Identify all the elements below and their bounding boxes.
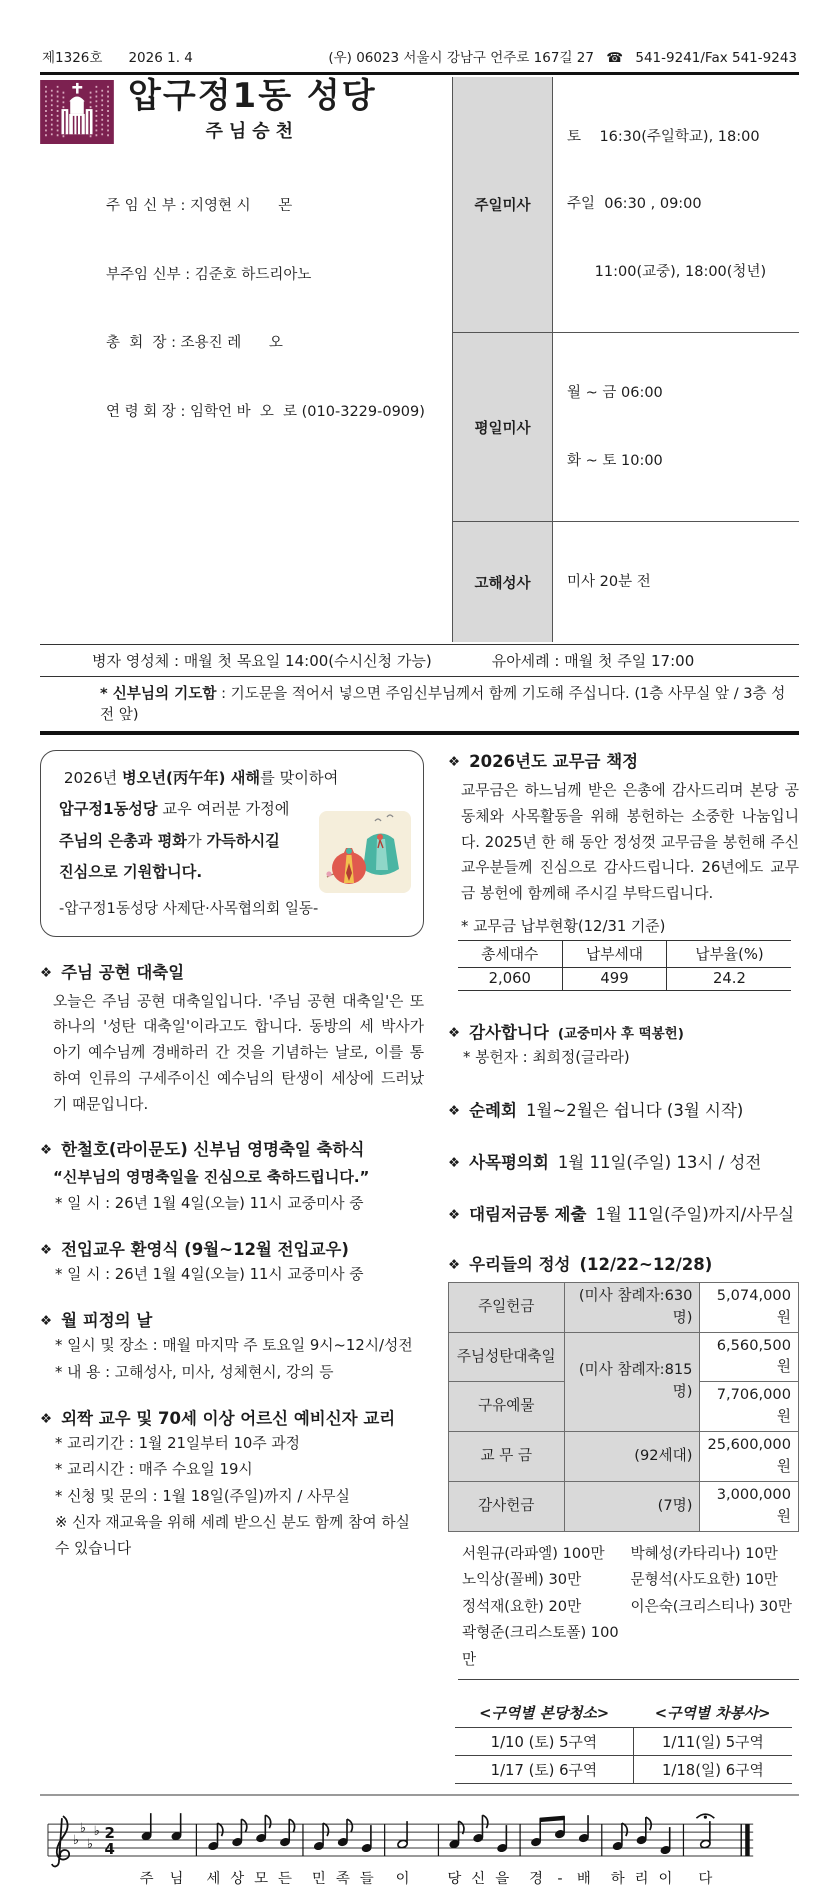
section-title-text: 한철호(라이문도) 신부님 영명축일 축하식: [61, 1140, 365, 1160]
table-cell: (7명): [564, 1481, 700, 1531]
issue-info: [42, 46, 219, 66]
lyric-syllable: 족: [335, 1871, 350, 1888]
mass-label-cell: 주일미사: [453, 77, 553, 333]
section-body: 교무금은 하느님께 받은 은총에 감사드리며 본당 공동체와 사목활동을 위해 봉헌하는 소중한 나눔입니다. 2025년 한 해 동안 정성껏 교무금을 봉헌해 주신 교우분들께 진심으로 감사드립니다. 26년에도 교무금 봉헌에 함께해 주시길 부탁드립니다.: [461, 782, 799, 903]
lyric-syllable: 을: [495, 1871, 510, 1888]
donor-column: [462, 1541, 631, 1674]
key-signature-flats: [73, 1822, 100, 1853]
lyric-syllable: 당: [447, 1871, 462, 1888]
section-title-text: 대림저금통 제출: [469, 1204, 587, 1224]
table-row: [449, 1282, 799, 1332]
mass-time-line: 주일 06:30 , 09:00: [567, 196, 702, 213]
lyric-syllable: 이: [395, 1871, 410, 1888]
prayer-box-row: [40, 676, 799, 735]
svg-text:4: 4: [104, 1840, 115, 1859]
section-title: [448, 1253, 799, 1277]
table-cell: 7,706,000원: [700, 1382, 799, 1432]
mass-schedule-table: [452, 77, 799, 642]
greeting-line: 진심으로 기원합니다.: [59, 862, 203, 881]
section-epiphany: [40, 961, 424, 1118]
section-title-detail: 1월 11일(주일) 13시 / 성전: [557, 1153, 762, 1173]
sick-communion-info: 병자 영성체 : 매월 첫 목요일 14:00(수시신청 가능): [92, 652, 432, 671]
issue-bar: [40, 44, 799, 75]
diamond-bullet-icon: ❖: [448, 1103, 461, 1120]
church-logo: [40, 80, 114, 144]
hymn-notation-block: [40, 1794, 799, 1896]
list-item: 곽형준(크리스토폴) 100만: [462, 1624, 619, 1668]
svg-text:♭: ♭: [72, 1833, 79, 1849]
issue-date: 2026 1. 4: [128, 50, 193, 66]
svg-text:♭: ♭: [86, 1837, 93, 1853]
list-item: * 교리시간 : 매주 수요일 19시: [55, 1461, 253, 1479]
mass-time-line: 미사 20분 전: [567, 573, 651, 590]
section-title-text: 주님 공현 대축일: [61, 962, 185, 982]
mass-time-line: 11:00(교중), 18:00(청년): [567, 263, 767, 280]
table-cell: 주일헌금: [449, 1282, 565, 1332]
table-cell: 주님성탄대축일: [449, 1332, 565, 1382]
diamond-bullet-icon: ❖: [448, 1256, 461, 1273]
staff-line: 부주임 신부 : 김준호 하드리아노: [106, 266, 312, 283]
hymn-lyrics: [140, 1869, 713, 1887]
section-title-detail: 1월~2월은 쉽니다 (3월 시작): [525, 1101, 744, 1121]
church-motto: 주님승천: [205, 121, 300, 143]
lyric-syllable: 이: [658, 1871, 673, 1888]
column-header: 총세대수: [458, 940, 562, 967]
section-title-detail: 1월 11일(주일)까지/사무실: [595, 1204, 795, 1224]
mass-time-line: 화 ~ 토 10:00: [567, 452, 663, 469]
table-cell: 2,060: [458, 967, 562, 990]
left-column: [40, 750, 424, 1784]
music-staff: [42, 1808, 799, 1896]
section-giving: [448, 1253, 799, 1681]
section-title-text: 월 피정의 날: [61, 1311, 153, 1331]
list-item: 서원규(라파엘) 100만: [462, 1544, 605, 1562]
table-header-row: [455, 1700, 792, 1728]
contact-info: [320, 46, 797, 66]
section-title: [40, 1238, 424, 1262]
mass-time-line: 토 16:30(주일학교), 18:00: [567, 128, 760, 145]
column-header: <구역별 본당청소>: [479, 1705, 610, 1723]
lyric-syllable: 민: [311, 1871, 326, 1888]
list-item-note: ※ 신자 재교육을 위해 세례 받으신 분도 함께 참여 하실 수 있습니다: [55, 1513, 410, 1558]
section-title-text: 감사합니다: [469, 1022, 549, 1042]
dues-status-table: [458, 940, 791, 991]
table-cell: 6,560,500원: [700, 1332, 799, 1382]
staff-list: [106, 149, 452, 470]
table-cell: 1/18(일) 6구역: [633, 1756, 792, 1784]
table-row: [449, 1432, 799, 1482]
staff-line: 연 령 회 장 : 임학언 바 오 로 (010-3229-0909): [106, 403, 425, 420]
diamond-bullet-icon: ❖: [448, 1206, 461, 1223]
list-item: 정석재(요한) 20만: [462, 1597, 582, 1615]
lyric-syllable: 모: [254, 1871, 269, 1888]
lyric-syllable: 님: [169, 1871, 184, 1888]
lyric-syllable: 배: [576, 1871, 591, 1888]
notes: [141, 1814, 750, 1857]
list-item: 노익상(꼴베) 30만: [462, 1571, 582, 1589]
lyric-syllable: 들: [359, 1871, 374, 1888]
lyric-syllable: -: [557, 1871, 563, 1888]
lyric-syllable: 하: [610, 1871, 625, 1888]
table-cell: 499: [562, 967, 667, 990]
mass-time-cell: [553, 521, 800, 642]
lyric-syllable: 신: [471, 1871, 486, 1888]
lyric-syllable: 상: [230, 1871, 245, 1888]
table-row: [449, 1481, 799, 1531]
section-title-text: 우리들의 정성: [469, 1254, 571, 1274]
mass-label-cell: 고해성사: [453, 521, 553, 642]
list-item: 이은숙(크리스티나) 30만: [630, 1597, 792, 1615]
mass-label-cell: 평일미사: [453, 333, 553, 522]
lucky-bags-image: [319, 811, 411, 893]
prayer-box-text: : 기도문을 적어서 넣으면 주임신부님께서 함께 기도해 주십니다. (1층 사무실 앞 / 3층 성전 앞): [100, 685, 786, 724]
table-cell: 교 무 금: [449, 1432, 565, 1482]
section-body: 오늘은 주님 공현 대축일입니다. '주님 공현 대축일'은 또 하나의 '성탄 대축일'이라고도 합니다. 동방의 세 박사가 아기 예수님께 경배하러 간 것을 기념하는 날로, 이를 통하여 인류의 구세주이신 예수님의 탄생이 세상에 드러났기 때문입니다.: [53, 992, 424, 1113]
diamond-bullet-icon: ❖: [40, 1242, 53, 1259]
section-dues: [448, 750, 799, 991]
table-row: [453, 77, 800, 333]
section-title: [448, 1021, 799, 1045]
mass-time-cell: [553, 333, 800, 522]
diamond-bullet-icon: ❖: [40, 1142, 53, 1159]
dues-donor-list: [462, 1541, 799, 1674]
section-title-text: 2026년도 교무금 책정: [469, 752, 639, 772]
table-cell: (미사 참례자:815명): [564, 1332, 700, 1432]
greeting-signature: -압구정1동성당 사제단·사목협의회 일동-: [59, 899, 319, 917]
section-title: [448, 750, 799, 774]
lyric-syllable: 든: [278, 1871, 293, 1888]
svg-text:2: 2: [104, 1824, 115, 1843]
greeting-line: 2026년 병오년(丙午年) 새해를 맞이하여: [63, 769, 339, 788]
greeting-line: 압구정1동성당 교우 여러분 가정에: [59, 800, 290, 819]
church-identity: [40, 77, 452, 144]
section-title-text: 순례회: [469, 1101, 517, 1121]
list-item: * 교리기간 : 1월 21일부터 10주 과정: [55, 1434, 300, 1452]
table-cell: 감사헌금: [449, 1481, 565, 1531]
masthead-right: [452, 77, 799, 642]
donor-column: [631, 1541, 800, 1674]
column-header: 납부세대: [562, 940, 667, 967]
column-header: <구역별 차봉사>: [654, 1705, 771, 1723]
new-year-greeting-box: [40, 750, 424, 937]
table-row: [458, 967, 791, 990]
table-cell: 1/10 (토) 5구역: [455, 1728, 633, 1756]
section-title: [40, 1309, 424, 1333]
list-item: 문형석(사도요한) 10만: [630, 1571, 778, 1589]
diamond-bullet-icon: ❖: [40, 1410, 53, 1427]
masthead: [40, 77, 799, 642]
table-cell: 24.2: [667, 967, 791, 990]
section-title-text: 사목평의회: [469, 1153, 549, 1173]
section-title: [448, 1151, 799, 1175]
diamond-bullet-icon: ❖: [448, 754, 461, 771]
svg-text:♭: ♭: [79, 1821, 86, 1837]
address: (우) 06023 서울시 강남구 언주로 167길 27: [328, 50, 594, 66]
lyric-syllable: 리: [634, 1871, 649, 1888]
column-header: 납부율(%): [667, 940, 791, 967]
lyric-syllable: 주: [139, 1871, 154, 1888]
section-title: [40, 961, 424, 985]
list-item: * 신청 및 문의 : 1월 18일(주일)까지 / 사무실: [55, 1487, 350, 1505]
section-title-text: 전입교우 환영식 (9월~12월 전입교우): [61, 1240, 349, 1260]
section-title-period: (12/22~12/28): [579, 1254, 713, 1274]
section-title: [40, 1138, 424, 1162]
section-title: [448, 1099, 799, 1123]
section-title-paren: (교중미사 후 떡봉헌): [557, 1025, 684, 1042]
section-title: [448, 1203, 799, 1227]
sacrament-info-row: [40, 644, 799, 676]
table-row: [455, 1728, 792, 1756]
issue-number: 제1326호: [42, 50, 103, 66]
list-item: * 일 시 : 26년 1월 4일(오늘) 11시 교중미사 중: [55, 1194, 364, 1212]
section-thanks: [448, 1021, 799, 1071]
diamond-bullet-icon: ❖: [448, 1155, 461, 1172]
lyric-syllable: 세: [206, 1871, 221, 1888]
table-cell: (92세대): [564, 1432, 700, 1482]
divider: [458, 1679, 799, 1680]
table-row: [453, 333, 800, 522]
section-advent-bank: [448, 1203, 799, 1227]
section-title: [40, 1407, 424, 1431]
section-catechism: [40, 1407, 424, 1563]
table-cell: 1/17 (토) 6구역: [455, 1756, 633, 1784]
section-welcome: [40, 1238, 424, 1288]
lyric-syllable: 경: [529, 1871, 544, 1888]
table-cell: 5,074,000원: [700, 1282, 799, 1332]
list-item: 박혜성(카타리나) 10만: [630, 1544, 778, 1562]
diamond-bullet-icon: ❖: [40, 964, 53, 981]
content-columns: [40, 735, 799, 1784]
table-cell: 1/11(일) 5구역: [633, 1728, 792, 1756]
diamond-bullet-icon: ❖: [40, 1313, 53, 1330]
district-schedule-table: [455, 1700, 792, 1784]
table-cell: 3,000,000원: [700, 1481, 799, 1531]
right-column: [448, 750, 799, 1784]
section-title-text: 외짝 교우 및 70세 이상 어르신 예비신자 교리: [61, 1408, 396, 1428]
masthead-left: [40, 77, 452, 642]
giving-table: [448, 1282, 799, 1532]
greeting-line: 주님의 은총과 평화가 가득하시길: [59, 831, 280, 850]
table-cell: (미사 참례자:630명): [564, 1282, 700, 1332]
list-item: * 봉헌자 : 최희정(글라라): [463, 1048, 630, 1066]
lyric-syllable: 다: [698, 1871, 713, 1888]
mass-time-line: 월 ~ 금 06:00: [567, 385, 663, 402]
diamond-bullet-icon: ❖: [448, 1024, 461, 1041]
list-item: * 일시 및 장소 : 매월 마지막 주 토요일 9시~12시/성전: [55, 1337, 413, 1355]
section-retreat: [40, 1309, 424, 1386]
section-feast-day: [40, 1138, 424, 1217]
table-header-row: [458, 940, 791, 967]
table-row: [455, 1756, 792, 1784]
svg-text:♭: ♭: [93, 1824, 100, 1840]
table-row: [453, 521, 800, 642]
section-council: [448, 1151, 799, 1175]
staff-line: 총 회 장 : 조용진 레 오: [106, 335, 283, 352]
list-item: * 일 시 : 26년 1월 4일(오늘) 11시 교중미사 중: [55, 1266, 364, 1284]
church-titles: [128, 77, 377, 144]
table-row: [449, 1332, 799, 1382]
time-signature: [105, 1824, 115, 1858]
mass-time-cell: [553, 77, 800, 333]
section-pilgrimage: [448, 1099, 799, 1123]
congratulation-quote: “신부님의 영명축일을 진심으로 축하드립니다.”: [53, 1168, 370, 1187]
table-cell: 구유예물: [449, 1382, 565, 1432]
infant-baptism-info: 유아세례 : 매월 첫 주일 17:00: [491, 652, 695, 671]
table-cell: 25,600,000원: [700, 1432, 799, 1482]
list-item: * 내 용 : 고해성사, 미사, 성체현시, 강의 등: [55, 1363, 334, 1381]
phone-number: 541-9241/Fax 541-9243: [635, 50, 797, 66]
phone-icon: ☎: [606, 50, 624, 66]
church-name: 압구정1동 성당: [128, 76, 377, 116]
dues-table-caption: * 교무금 납부현황(12/31 기준): [461, 917, 666, 935]
staff-line: 주 임 신 부 : 지영현 시 몬: [106, 197, 293, 214]
prayer-box-label: * 신부님의 기도함: [100, 685, 217, 703]
